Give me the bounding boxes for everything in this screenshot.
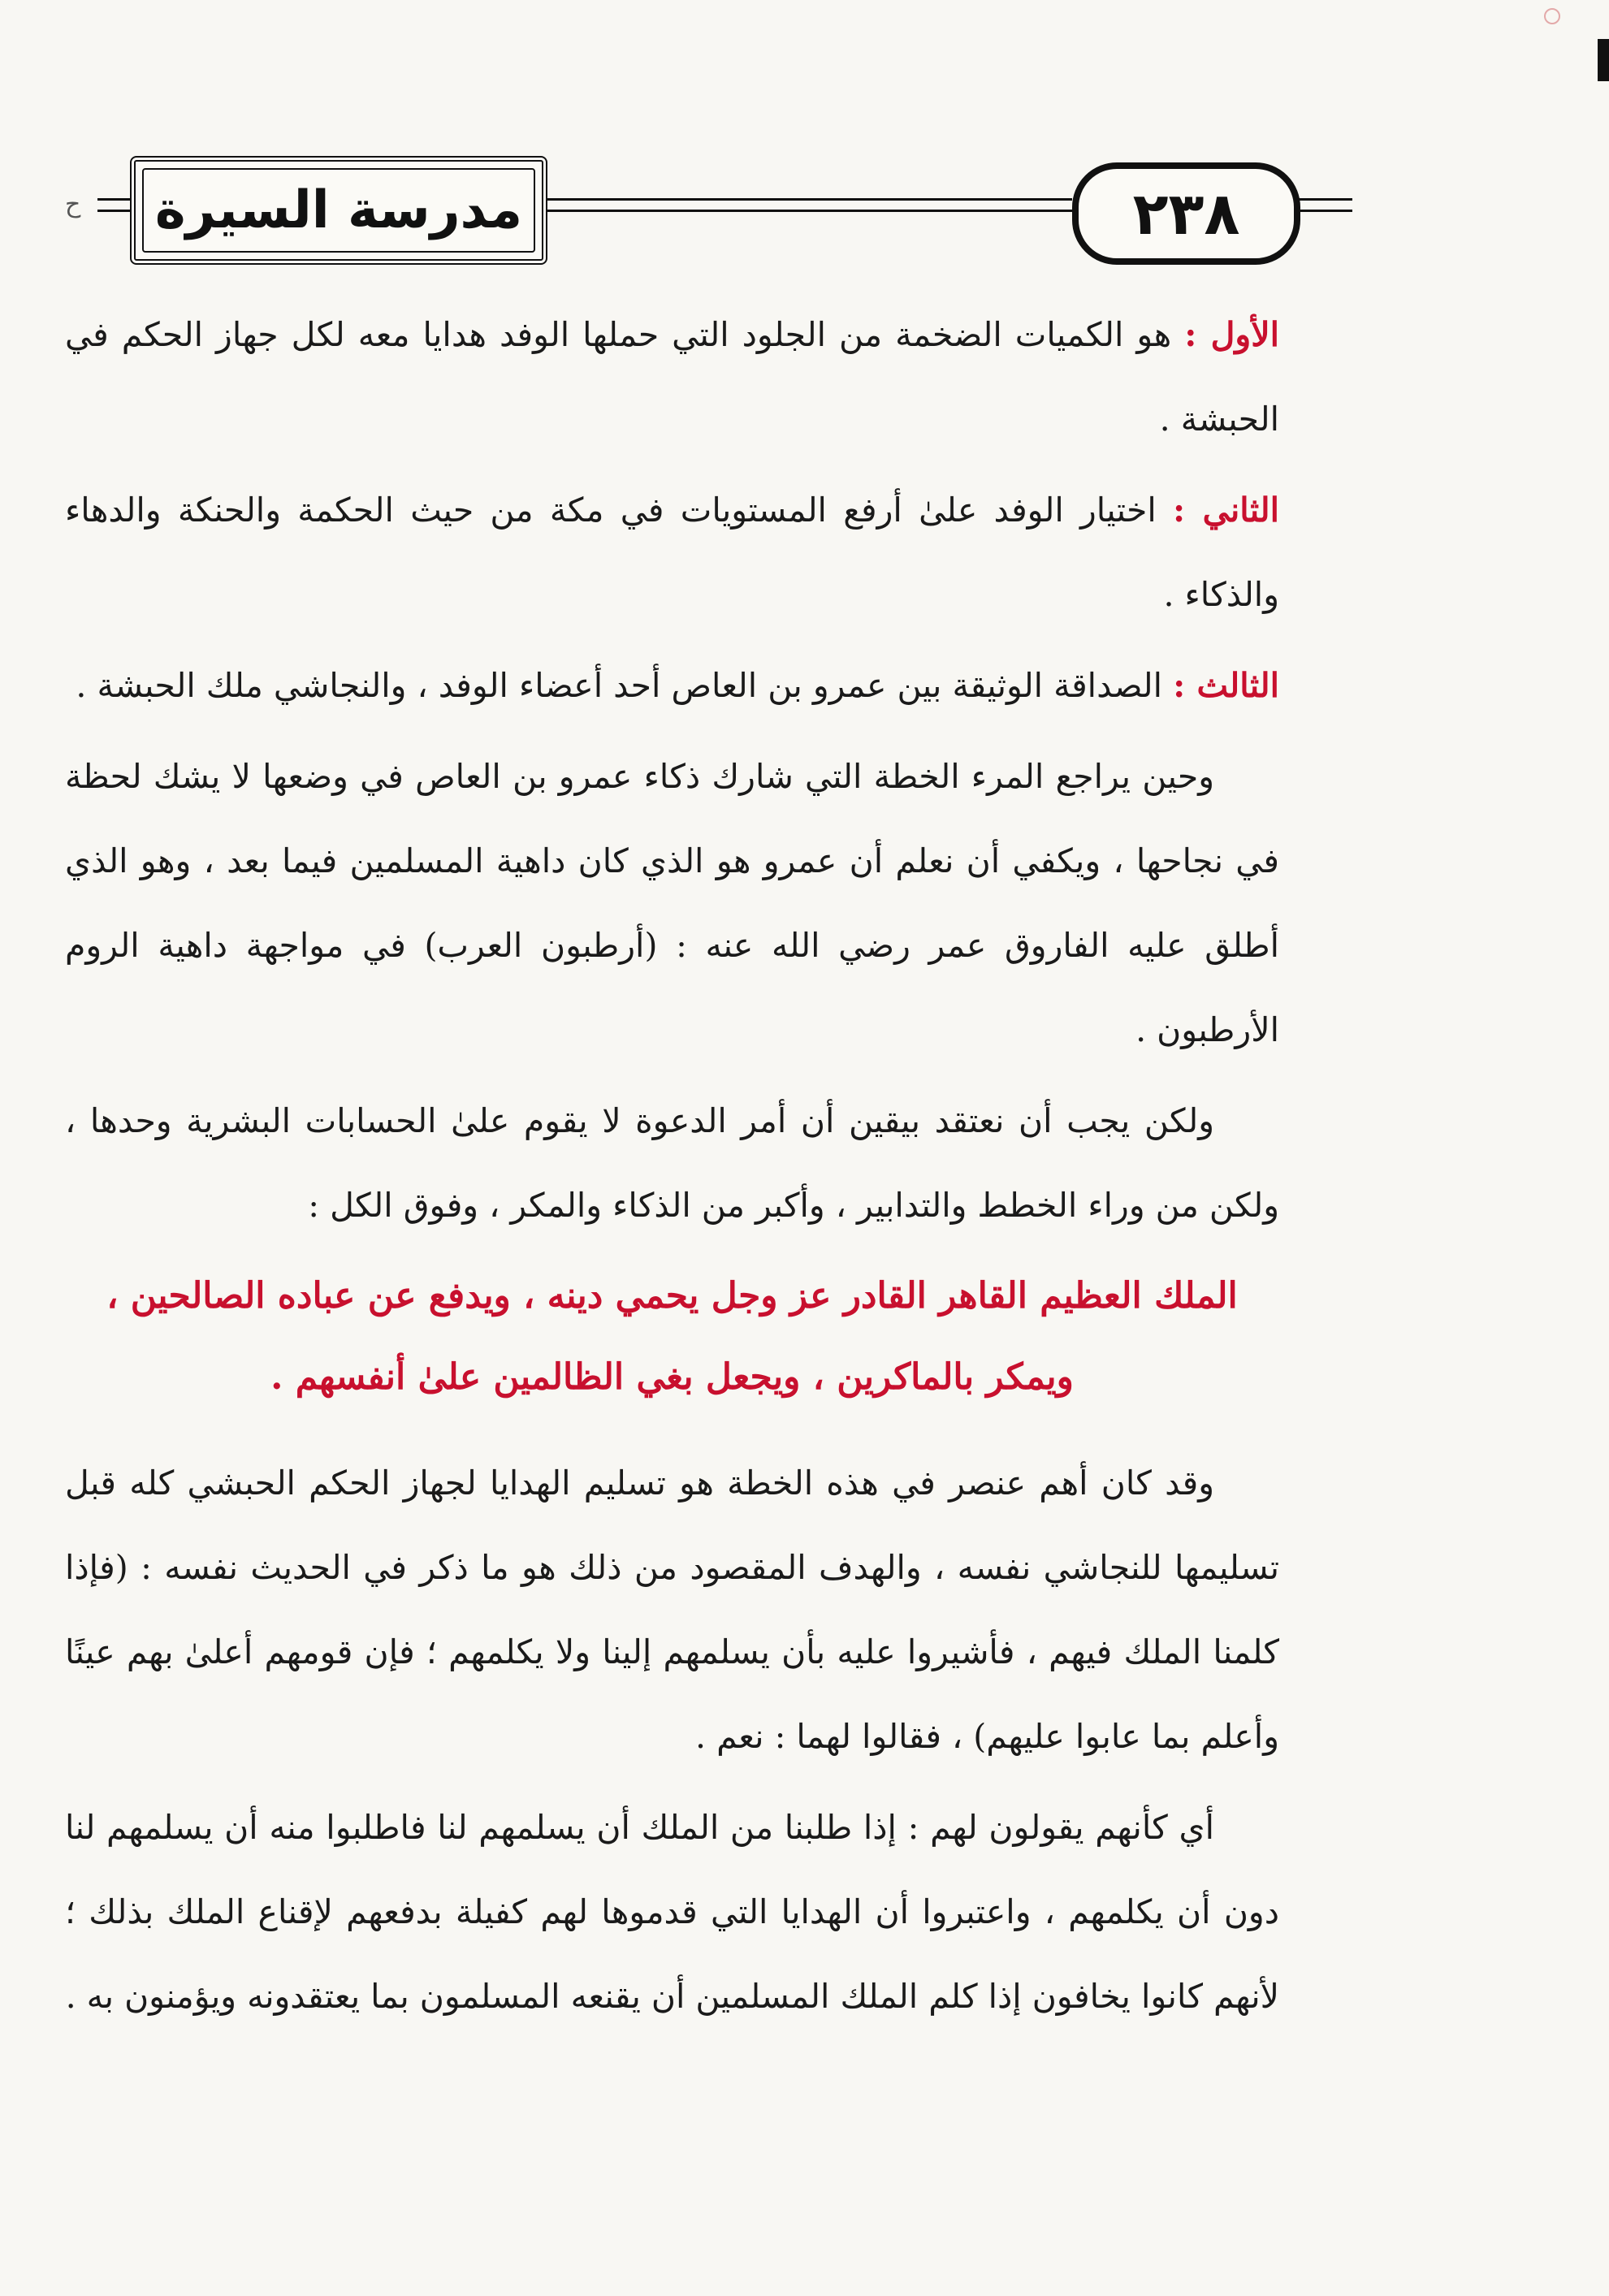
header-rule-left-outer-2: [97, 210, 130, 212]
point-text: اختيار الوفد علىٰ أرفع المستويات في مكة من حيث الحكمة والحنكة والدهاء والذكاء .: [65, 491, 1279, 614]
page-number: ٢٣٨: [1132, 179, 1240, 248]
book-title-frame: [130, 156, 547, 265]
page-body: [65, 292, 1279, 2045]
point-label: الأول :: [1184, 315, 1279, 354]
paragraph: ولكن يجب أن نعتقد بيقين أن أمر الدعوة لا يقوم علىٰ الحسابات البشرية وحدها ، ولكن من وراء الخطط والتدابير ، وأكبر من الذكاء والمكر ، وفوق الكل :: [65, 1101, 1279, 1225]
header-rule-middle-2: [536, 210, 1072, 212]
point-label: الثالث :: [1173, 666, 1279, 705]
page-number-frame: [1072, 162, 1300, 265]
page-header: [65, 156, 1287, 278]
point-second: [65, 468, 1279, 637]
point-label: الثاني :: [1173, 491, 1279, 530]
header-rule-left-outer: [97, 198, 130, 201]
point-first: [65, 292, 1279, 461]
header-rule-middle: [536, 198, 1072, 201]
paragraph: أي كأنهم يقولون لهم : إذا طلبنا من الملك أن يسلمهم لنا فاطلبوا منه أن يسلمهم لنا دون أن يكلمهم ، واعتبروا أن الهدايا التي قدموها لهم كفيلة بدفعهم لإقناع الملك بذلك ؛ لأنهم كانوا يخافون إذا كلم الملك المسلمين أن يقنعه المسلمون بما يعتقدونه ويؤمنون به .: [65, 1808, 1279, 2016]
paragraph: وقد كان أهم عنصر في هذه الخطة هو تسليم الهدايا لجهاز الحكم الحبشي كله قبل تسليمها للنجاشي نفسه ، والهدف المقصود من ذلك هو ما ذكر في الحديث نفسه : (فإذا كلمنا الملك فيهم ، فأشيروا عليه بأن يسلمهم إلينا ولا يكلمهم ؛ فإن قومهم أعلىٰ بهم عينًا وأعلم بما عابوا عليهم) ، فقالوا لهما : نعم .: [65, 1464, 1279, 1756]
page-edge-mark: [1598, 39, 1609, 81]
book-title: مدرسة السيرة: [154, 180, 523, 240]
point-text: الصداقة الوثيقة بين عمرو بن العاص أحد أعضاء الوفد ، والنجاشي ملك الحبشة .: [76, 666, 1174, 705]
ink-spot: [1544, 8, 1560, 24]
point-text: هو الكميات الضخمة من الجلود التي حملها الوفد هدايا معه لكل جهاز الحكم في الحبشة .: [65, 315, 1279, 439]
highlighted-quote: الملك العظيم القاهر القادر عز وجل يحمي دينه ، ويدفع عن عباده الصالحين ، ويمكر بالماكرين ، ويجعل بغي الظالمين علىٰ أنفسهم .: [106, 1275, 1238, 1398]
corner-mark: ح: [65, 190, 81, 218]
point-third: [65, 643, 1279, 728]
paragraph: وحين يراجع المرء الخطة التي شارك ذكاء عمرو بن العاص في وضعها لا يشك لحظة في نجاحها ، ويكفي أن نعلم أن عمرو هو الذي كان داهية المسلمين فيما بعد ، وهو الذي أطلق عليه الفاروق عمر رضي الله عنه : (أرطبون العرب) في مواجهة داهية الروم الأرطبون .: [65, 757, 1279, 1049]
